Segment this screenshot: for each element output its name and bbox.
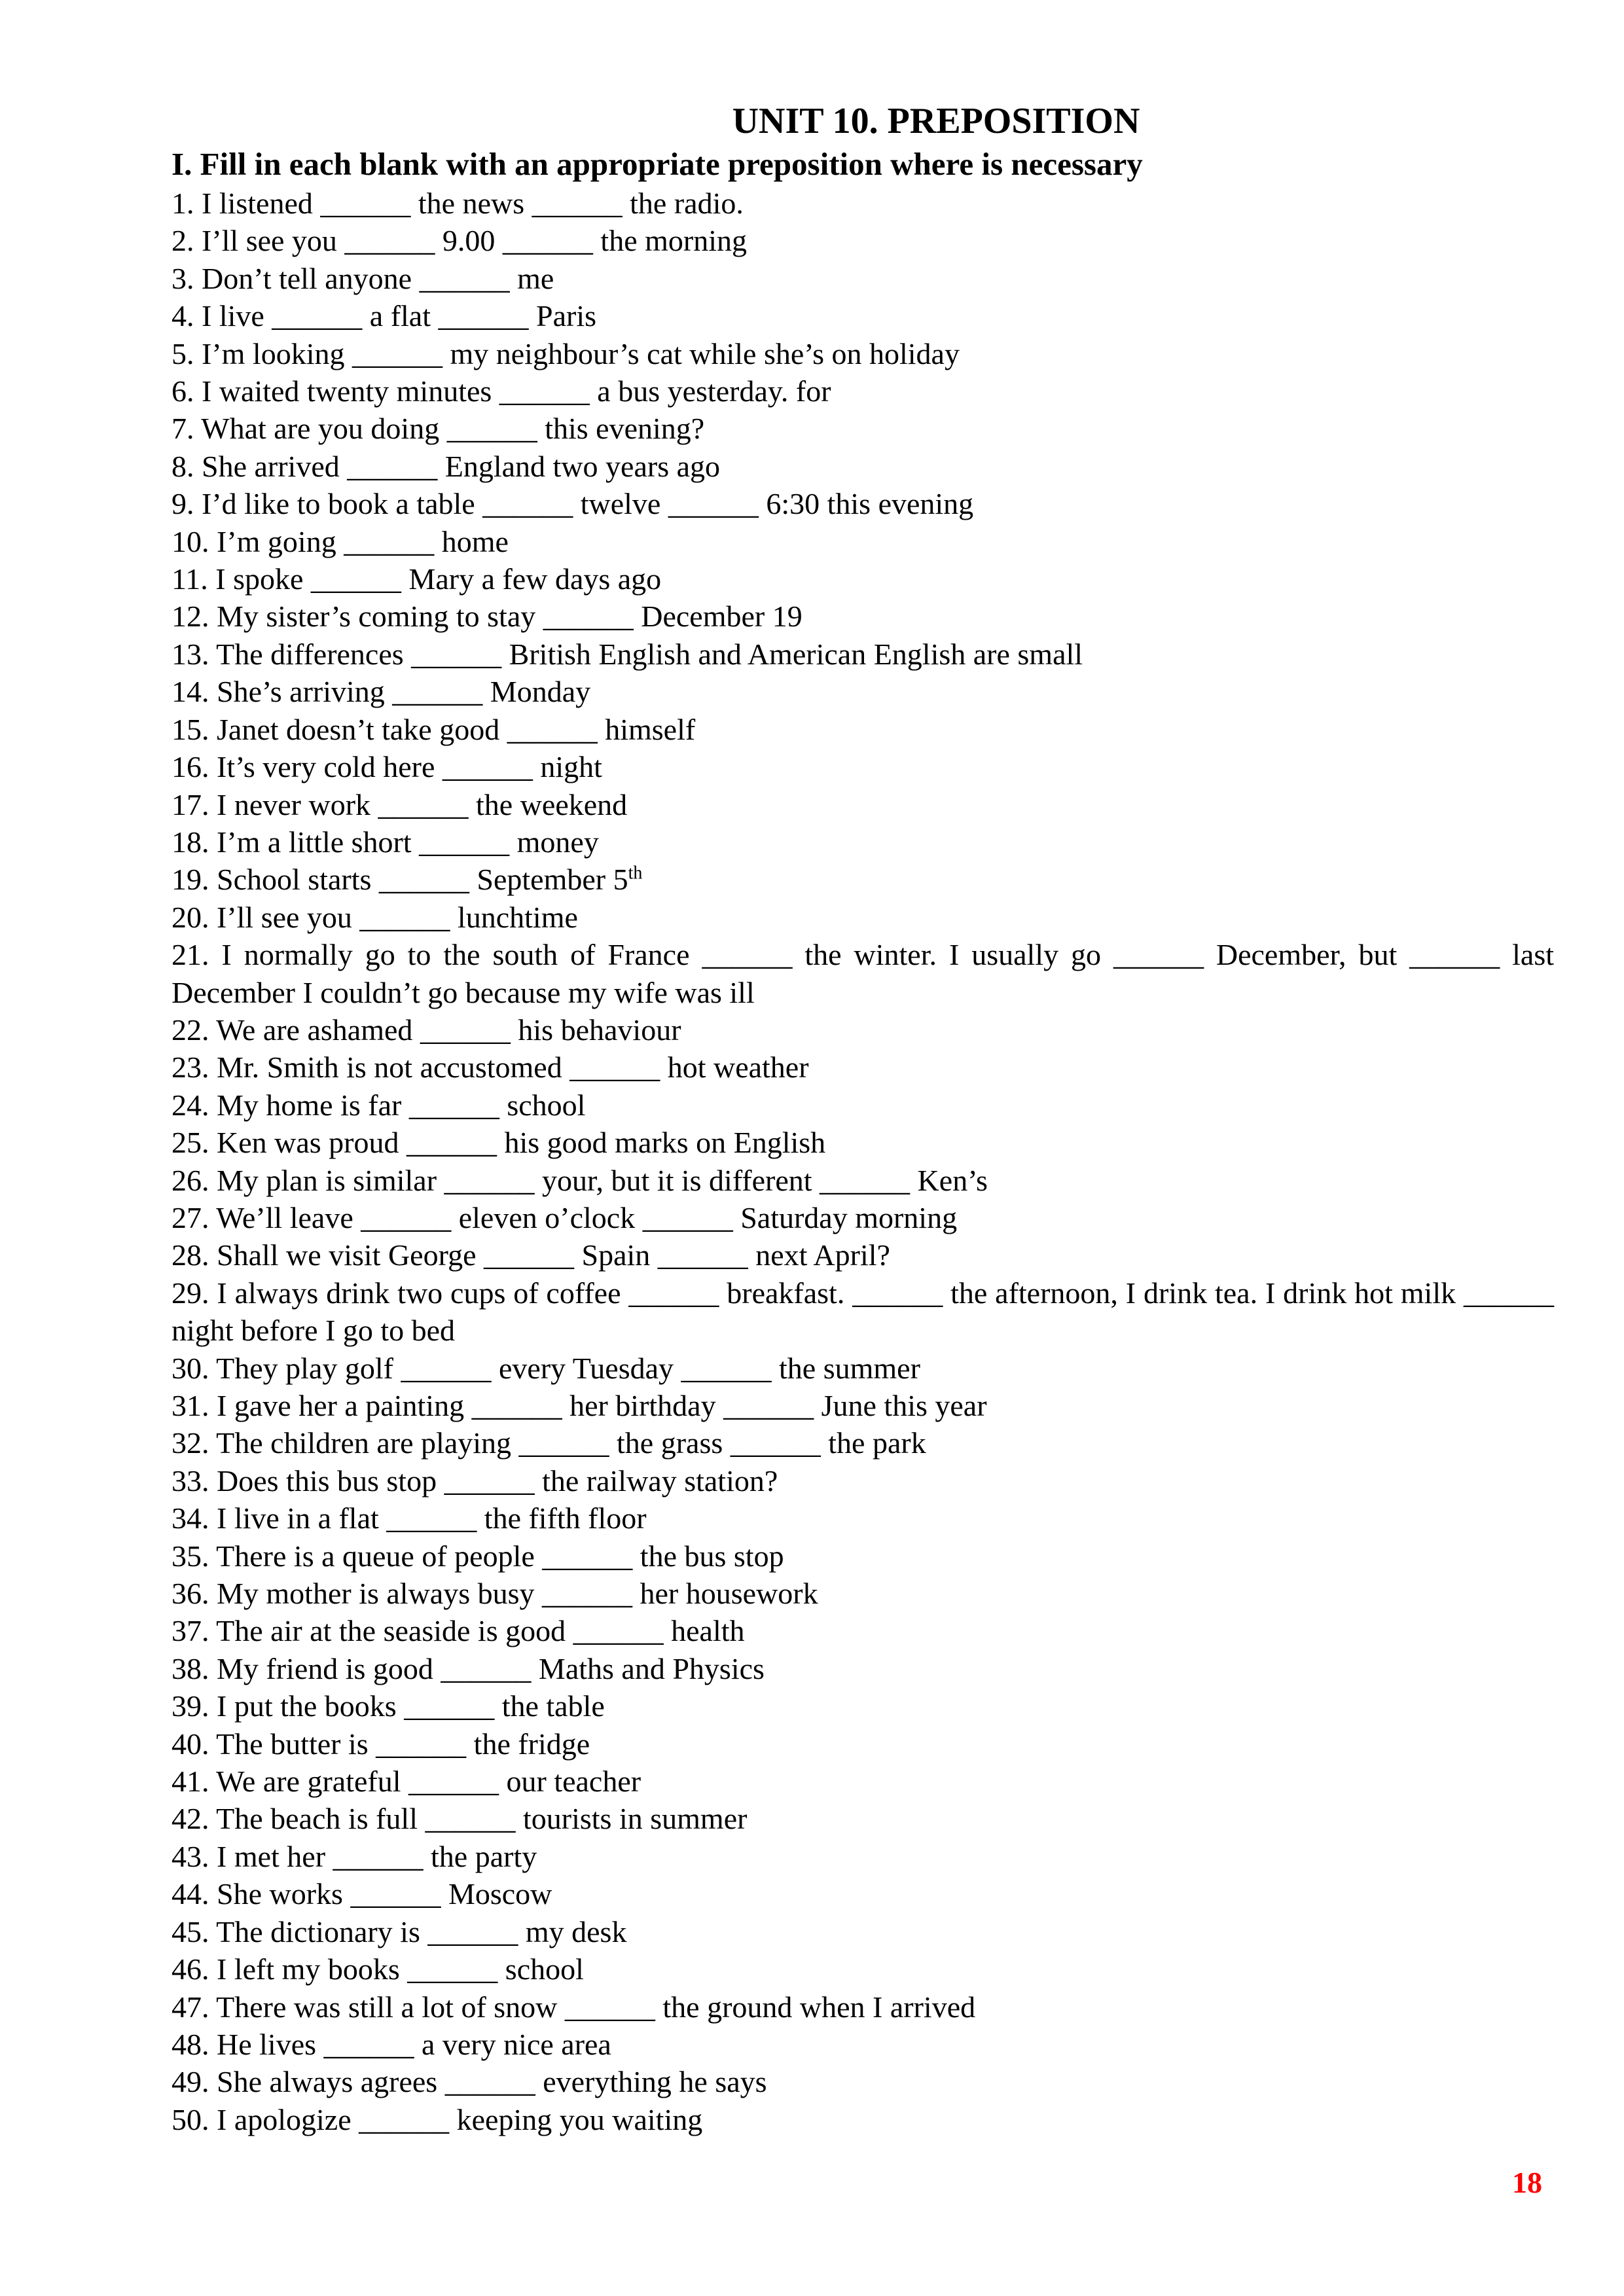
exercise-item-46: 46. I left my books ______ school bbox=[171, 1952, 584, 1986]
exercise-item-41: 41. We are grateful ______ our teacher bbox=[171, 1765, 641, 1799]
exercise-item-45: 45. The dictionary is ______ my desk bbox=[171, 1914, 627, 1948]
exercise-item-9: 9. I’d like to book a table ______ twelve ______ 6:30 this evening bbox=[171, 487, 974, 521]
exercise-item-44: 44. She works ______ Moscow bbox=[171, 1877, 552, 1911]
page-number: 18 bbox=[1512, 2166, 1542, 2199]
exercise-item-12: 12. My sister’s coming to stay ______ December 19 bbox=[171, 600, 803, 634]
exercise-item-50: 50. I apologize ______ keeping you waiting bbox=[171, 2102, 703, 2136]
exercise-item-23: 23. Mr. Smith is not accustomed ______ hot weather bbox=[171, 1050, 809, 1085]
exercise-item-18: 18. I’m a little short ______ money bbox=[171, 825, 599, 859]
exercise-item-38: 38. My friend is good ______ Maths and Physics bbox=[171, 1651, 765, 1685]
exercise-item-28: 28. Shall we visit George ______ Spain ______ next April? bbox=[171, 1238, 890, 1272]
exercise-item-2: 2. I’ll see you ______ 9.00 ______ the morning bbox=[171, 224, 748, 258]
exercise-item-16: 16. It’s very cold here ______ night bbox=[171, 750, 602, 784]
exercise-item-7: 7. What are you doing ______ this evening? bbox=[171, 412, 705, 446]
exercise-item-24: 24. My home is far ______ school bbox=[171, 1088, 586, 1122]
exercise-item-14: 14. She’s arriving ______ Monday bbox=[171, 675, 591, 709]
section-heading: I. Fill in each blank with an appropriate preposition where is necessary bbox=[171, 146, 1143, 182]
exercise-item-34: 34. I live in a flat ______ the fifth floor bbox=[171, 1501, 647, 1535]
exercise-item-42: 42. The beach is full ______ tourists in summer bbox=[171, 1802, 748, 1836]
exercise-item-29: 29. I always drink two cups of coffee ______ breakfast. ______ the afternoon, I drink tea. I drink hot milk ______ night before I go to bed bbox=[171, 1276, 1554, 1348]
exercise-item-20: 20. I’ll see you ______ lunchtime bbox=[171, 900, 578, 934]
unit-title: UNIT 10. PREPOSITION bbox=[732, 101, 1140, 141]
exercise-item-21: 21. I normally go to the south of France ______ the winter. I usually go ______ December, but ______ last December I couldn’t go because my wife was ill bbox=[171, 938, 1554, 1009]
exercise-item-37: 37. The air at the seaside is good ______ health bbox=[171, 1614, 745, 1648]
exercise-item-4: 4. I live ______ a flat ______ Paris bbox=[171, 299, 597, 333]
exercise-item-22: 22. We are ashamed ______ his behaviour bbox=[171, 1013, 681, 1047]
exercise-item-43: 43. I met her ______ the party bbox=[171, 1839, 537, 1873]
exercise-item-1: 1. I listened ______ the news ______ the radio. bbox=[171, 187, 744, 220]
exercise-item-48: 48. He lives ______ a very nice area bbox=[171, 2027, 611, 2061]
exercise-item-47: 47. There was still a lot of snow ______ the ground when I arrived bbox=[171, 1990, 976, 2024]
exercise-item-8: 8. She arrived ______ England two years ago bbox=[171, 449, 721, 483]
ordinal-suffix: th bbox=[628, 863, 643, 884]
exercise-item-35: 35. There is a queue of people ______ the bus stop bbox=[171, 1539, 784, 1573]
exercise-item-33: 33. Does this bus stop ______ the railway station? bbox=[171, 1463, 778, 1498]
exercise-item-5: 5. I’m looking ______ my neighbour’s cat while she’s on holiday bbox=[171, 336, 960, 370]
exercise-item-27: 27. We’ll leave ______ eleven o’clock ______ Saturday morning bbox=[171, 1200, 958, 1234]
exercise-item-3: 3. Don’t tell anyone ______ me bbox=[171, 261, 554, 295]
exercise-item-19 bbox=[171, 861, 1554, 898]
exercise-item-10: 10. I’m going ______ home bbox=[171, 524, 509, 558]
exercise-list bbox=[171, 185, 1554, 2138]
exercise-item-15: 15. Janet doesn’t take good ______ himself bbox=[171, 712, 696, 746]
exercise-item-26: 26. My plan is similar ______ your, but it is different ______ Ken’s bbox=[171, 1163, 988, 1197]
exercise-item-32: 32. The children are playing ______ the grass ______ the park bbox=[171, 1426, 926, 1460]
exercise-item-40: 40. The butter is ______ the fridge bbox=[171, 1727, 590, 1761]
exercise-item-39: 39. I put the books ______ the table bbox=[171, 1689, 605, 1723]
exercise-item-11: 11. I spoke ______ Mary a few days ago bbox=[171, 562, 662, 596]
exercise-item-25: 25. Ken was proud ______ his good marks on English bbox=[171, 1126, 826, 1160]
exercise-item-6: 6. I waited twenty minutes ______ a bus yesterday. for bbox=[171, 374, 831, 408]
exercise-item-13: 13. The differences ______ British English and American English are small bbox=[171, 637, 1083, 671]
exercise-item-49: 49. She always agrees ______ everything he says bbox=[171, 2065, 767, 2099]
exercise-item-30: 30. They play golf ______ every Tuesday ______ the summer bbox=[171, 1351, 920, 1385]
exercise-item-19-text: 19. School starts ______ September 5 bbox=[171, 863, 628, 897]
exercise-item-36: 36. My mother is always busy ______ her housework bbox=[171, 1577, 818, 1611]
exercise-item-31: 31. I gave her a painting ______ her birthday ______ June this year bbox=[171, 1389, 987, 1422]
exercise-item-17: 17. I never work ______ the weekend bbox=[171, 787, 628, 821]
